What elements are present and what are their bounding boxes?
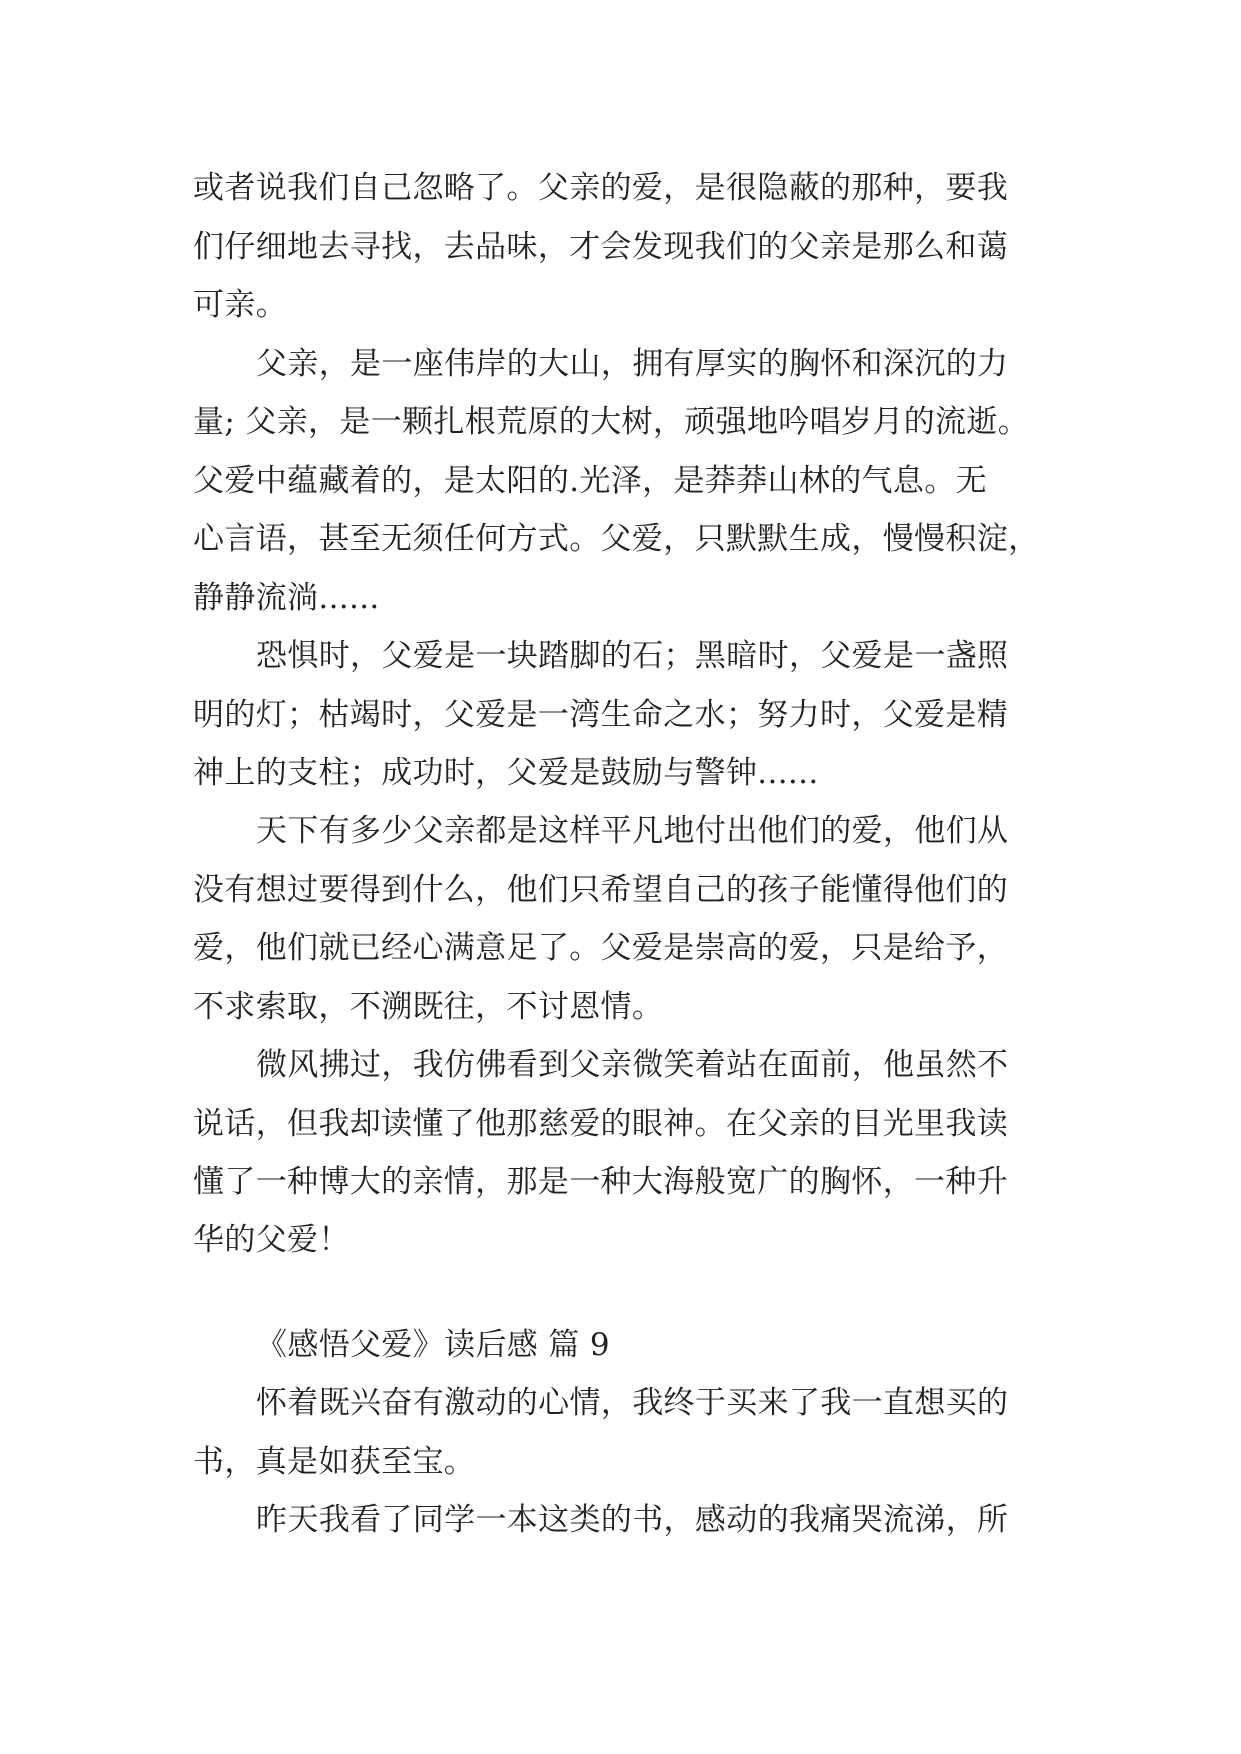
text-line: 书，真是如获至宝。 (193, 1444, 476, 1480)
paragraph-start: 怀着既兴奋有激动的心情，我终于买来了我一直想买的 (256, 1385, 1009, 1421)
text-line: 心言语，甚至无须任何方式。父爱，只默默生成，慢慢积淀， (193, 521, 1040, 557)
text-line: 神上的支柱；成功时，父爱是鼓励与警钟...... (193, 755, 819, 791)
text-line: 们仔细地去寻找，去品味，才会发现我们的父亲是那么和蔼 (193, 229, 1009, 265)
paragraph-start: 昨天我看了同学一本这类的书，感动的我痛哭流涕，所 (256, 1502, 1009, 1538)
text-line: 或者说我们自己忽略了。父亲的爱，是很隐蔽的那种，要我 (193, 170, 1009, 206)
paragraph-start: 父亲，是一座伟岸的大山，拥有厚实的胸怀和深沉的力 (256, 346, 1009, 382)
section-heading: 《感悟父爱》读后感 篇 9 (256, 1327, 610, 1363)
paragraph-start: 微风拂过，我仿佛看到父亲微笑着站在面前，他虽然不 (256, 1047, 1009, 1083)
paragraph-start: 恐惧时，父爱是一块踏脚的石；黑暗时，父爱是一盏照 (256, 638, 1009, 674)
text-line: 懂了一种博大的亲情，那是一种大海般宽广的胸怀，一种升 (193, 1164, 1009, 1200)
text-line: 可亲。 (193, 287, 288, 323)
text-line: 量; 父亲，是一颗扎根荒原的大树，顽强地吟唱岁月的流逝。 (193, 404, 1030, 440)
text-line: 明的灯；枯竭时，父爱是一湾生命之水；努力时，父爱是精 (193, 697, 1009, 733)
text-line: 爱，他们就已经心满意足了。父爱是崇高的爱，只是给予， (193, 930, 1009, 966)
text-line: 华的父爱！ (193, 1222, 350, 1258)
text-line: 不求索取，不溯既往，不讨恩情。 (193, 989, 664, 1025)
text-line: 没有想过要得到什么，他们只希望自己的孩子能懂得他们的 (193, 872, 1009, 908)
text-line: 说话，但我却读懂了他那慈爱的眼神。在父亲的目光里我读 (193, 1106, 1009, 1142)
paragraph-start: 天下有多少父亲都是这样平凡地付出他们的爱，他们从 (256, 813, 1009, 849)
text-line: 静静流淌...... (193, 580, 380, 616)
text-line: 父爱中蕴藏着的，是太阳的.光泽，是莽莽山林的气息。无 (193, 463, 987, 499)
